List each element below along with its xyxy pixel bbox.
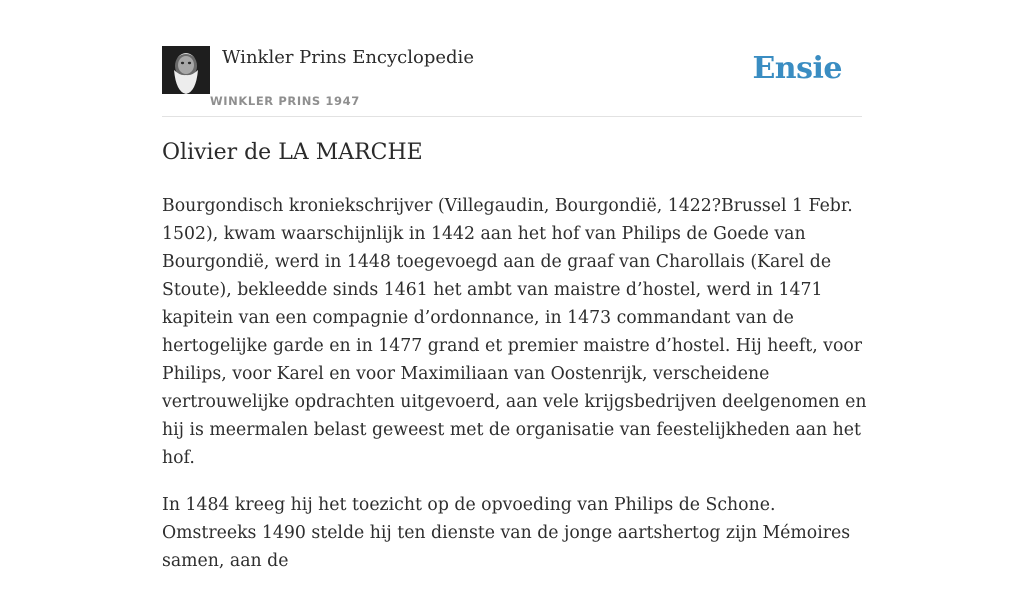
article-paragraph: Bourgondisch kroniekschrijver (Villegaudin, Bourgondië, 1422?Brussel 1 Febr. 1502), kwam waarschijnlijk in 1442 aan het hof van Philips de Goede van Bourgondië, werd in 1448 toegevoegd aan de graaf van Charollais (Karel de Stoute), bekleedde sinds 1461 het ambt van maistre d’hostel, werd in 1471 kapitein van een compagnie d’ordonnance, in 1473 commandant van de hertogelijke garde en in 1477 grand et premier maistre d’hostel. Hij heeft, voor Philips, voor Karel en voor Maximiliaan van Oostenrijk, verscheidene vertrouwelijke opdrachten uitgevoerd, aan vele krijgsbedrijven deelgenomen en hij is meermalen belast geweest met de organisatie van feestelijkheden aan het hof. (162, 196, 867, 468)
article-title: Olivier de LA MARCHE (162, 140, 423, 165)
source-title[interactable]: Winkler Prins Encyclopedie (222, 47, 474, 68)
source-header (162, 46, 862, 117)
article-body (162, 192, 867, 594)
article-paragraph: In 1484 kreeg hij het toezicht op de opvoeding van Philips de Schone. Omstreeks 1490 stelde hij ten dienste van de jonge aartshertog zijn Mémoires samen, aan de (162, 495, 851, 571)
source-subtitle[interactable]: WINKLER PRINS 1947 (210, 94, 360, 108)
avatar[interactable] (162, 46, 210, 94)
bearded-man-portrait-icon (162, 46, 210, 94)
brand-logo-link[interactable]: Ensie (752, 51, 842, 86)
